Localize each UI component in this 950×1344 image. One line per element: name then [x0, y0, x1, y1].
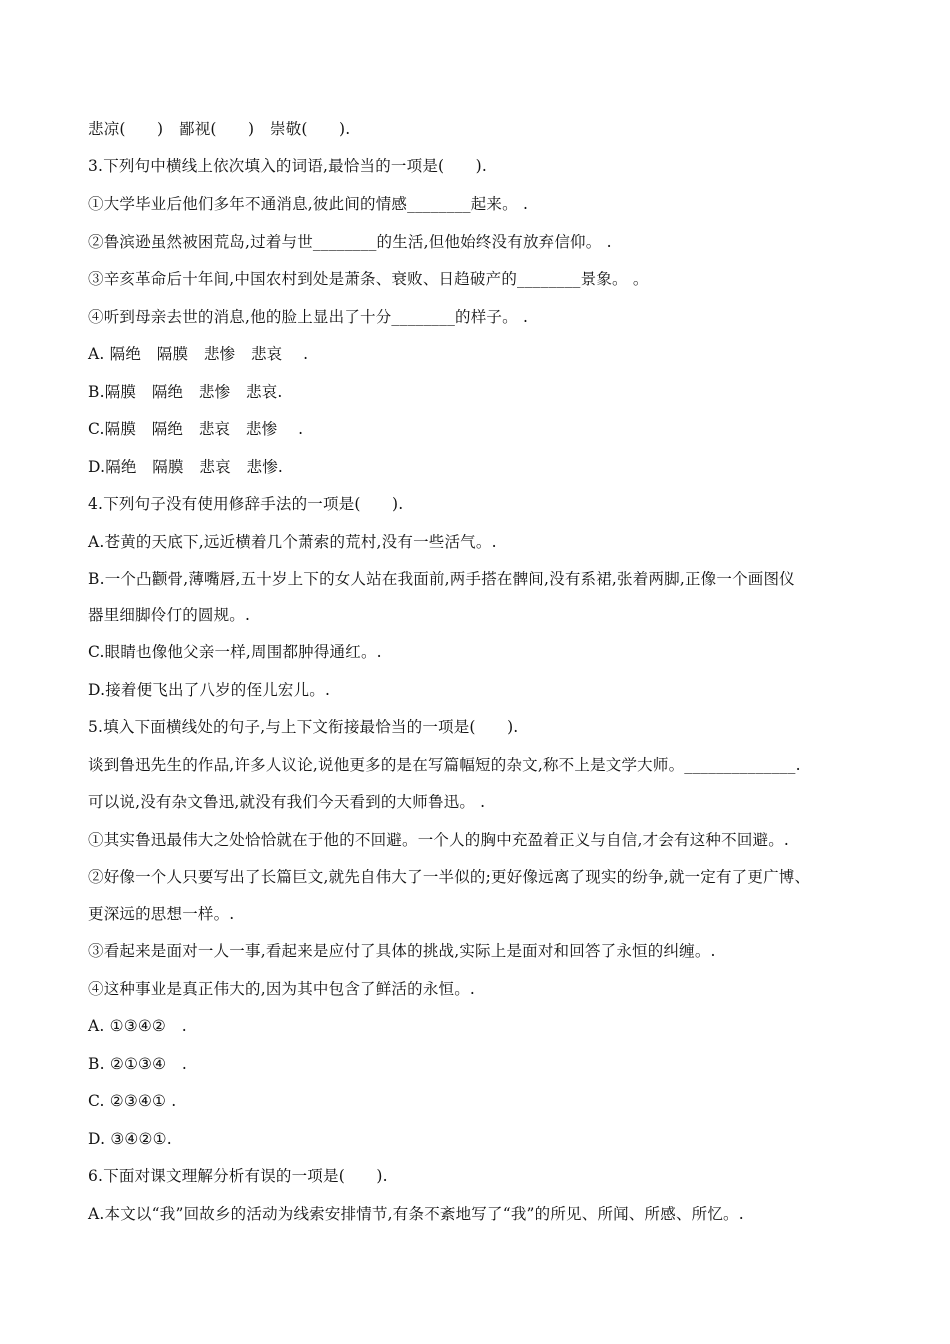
question-5-passage-line-2: 可以说,没有杂文鲁迅,就没有我们今天看到的大师鲁迅。 . — [88, 793, 486, 811]
question-3-option-b: B.隔膜 隔绝 悲惨 悲哀. — [88, 383, 283, 401]
question-3-option-c: C.隔膜 隔绝 悲哀 悲惨 . — [88, 420, 304, 438]
question-3-sentence-1: ①大学毕业后他们多年不通消息,彼此间的情感________起来。 . — [88, 195, 529, 213]
question-4-option-a: A.苍黄的天底下,远近横着几个萧索的荒村,没有一些活气。. — [88, 533, 497, 551]
question-6-stem: 6.下面对课文理解分析有误的一项是( ). — [88, 1167, 388, 1185]
question-5-passage-line-1: 谈到鲁迅先生的作品,许多人议论,说他更多的是在写篇幅短的杂文,称不上是文学大师。______________. — [88, 756, 801, 774]
question-5-option-a: A. ①③④② . — [88, 1017, 187, 1035]
question-3-sentence-3: ③辛亥革命后十年间,中国农村到处是萧条、衰败、日趋破产的________景象。 。 — [88, 270, 649, 288]
question-3-option-d: D.隔绝 隔膜 悲哀 悲惨. — [88, 458, 284, 476]
question-5-stem: 5.填入下面横线处的句子,与上下文衔接最恰当的一项是( ). — [88, 718, 519, 736]
question-5-sentence-4: ④这种事业是真正伟大的,因为其中包含了鲜活的永恒。. — [88, 980, 476, 998]
question-4-option-d: D.接着便飞出了八岁的侄儿宏儿。. — [88, 681, 331, 699]
question-5-sentence-3: ③看起来是面对一人一事,看起来是应付了具体的挑战,实际上是面对和回答了永恒的纠缠。. — [88, 942, 716, 960]
question-4-option-b-line-1: B.一个凸颧骨,薄嘴唇,五十岁上下的女人站在我面前,两手搭在髀间,没有系裙,张着两脚,正像一个画图仪 — [88, 570, 795, 588]
question-5-option-b: B. ②①③④ . — [88, 1055, 188, 1073]
question-3-stem: 3.下列句中横线上依次填入的词语,最恰当的一项是( ). — [88, 157, 488, 175]
question-3-sentence-2: ②鲁滨逊虽然被困荒岛,过着与世________的生活,但他始终没有放弃信仰。 . — [88, 233, 612, 251]
question-5-option-d: D. ③④②①. — [88, 1130, 172, 1148]
question-3-sentence-4: ④听到母亲去世的消息,他的脸上显出了十分________的样子。 . — [88, 308, 529, 326]
question-4-stem: 4.下列句子没有使用修辞手法的一项是( ). — [88, 495, 404, 513]
question-5-sentence-2-line-1: ②好像一个人只要写出了长篇巨文,就先自伟大了一半似的;更好像远离了现实的纷争,就一定有了更广博、 — [88, 868, 811, 886]
question-4-option-c: C.眼睛也像他父亲一样,周围都肿得通红。. — [88, 643, 382, 661]
question-5-sentence-2-line-2: 更深远的思想一样。. — [88, 905, 235, 923]
question-2-options-line: 悲凉( ) 鄙视( ) 崇敬( ). — [88, 120, 351, 138]
question-4-option-b-line-2: 器里细脚伶仃的圆规。. — [88, 606, 251, 624]
question-5-sentence-1: ①其实鲁迅最伟大之处恰恰就在于他的不回避。一个人的胸中充盈着正义与自信,才会有这种不回避。. — [88, 831, 790, 849]
question-6-option-a: A.本文以“我”回故乡的活动为线索安排情节,有条不紊地写了“我”的所见、所闻、所感、所忆。. — [88, 1205, 744, 1223]
question-3-option-a: A. 隔绝 隔膜 悲惨 悲哀 . — [88, 345, 309, 363]
question-5-option-c: C. ②③④① . — [88, 1092, 177, 1110]
